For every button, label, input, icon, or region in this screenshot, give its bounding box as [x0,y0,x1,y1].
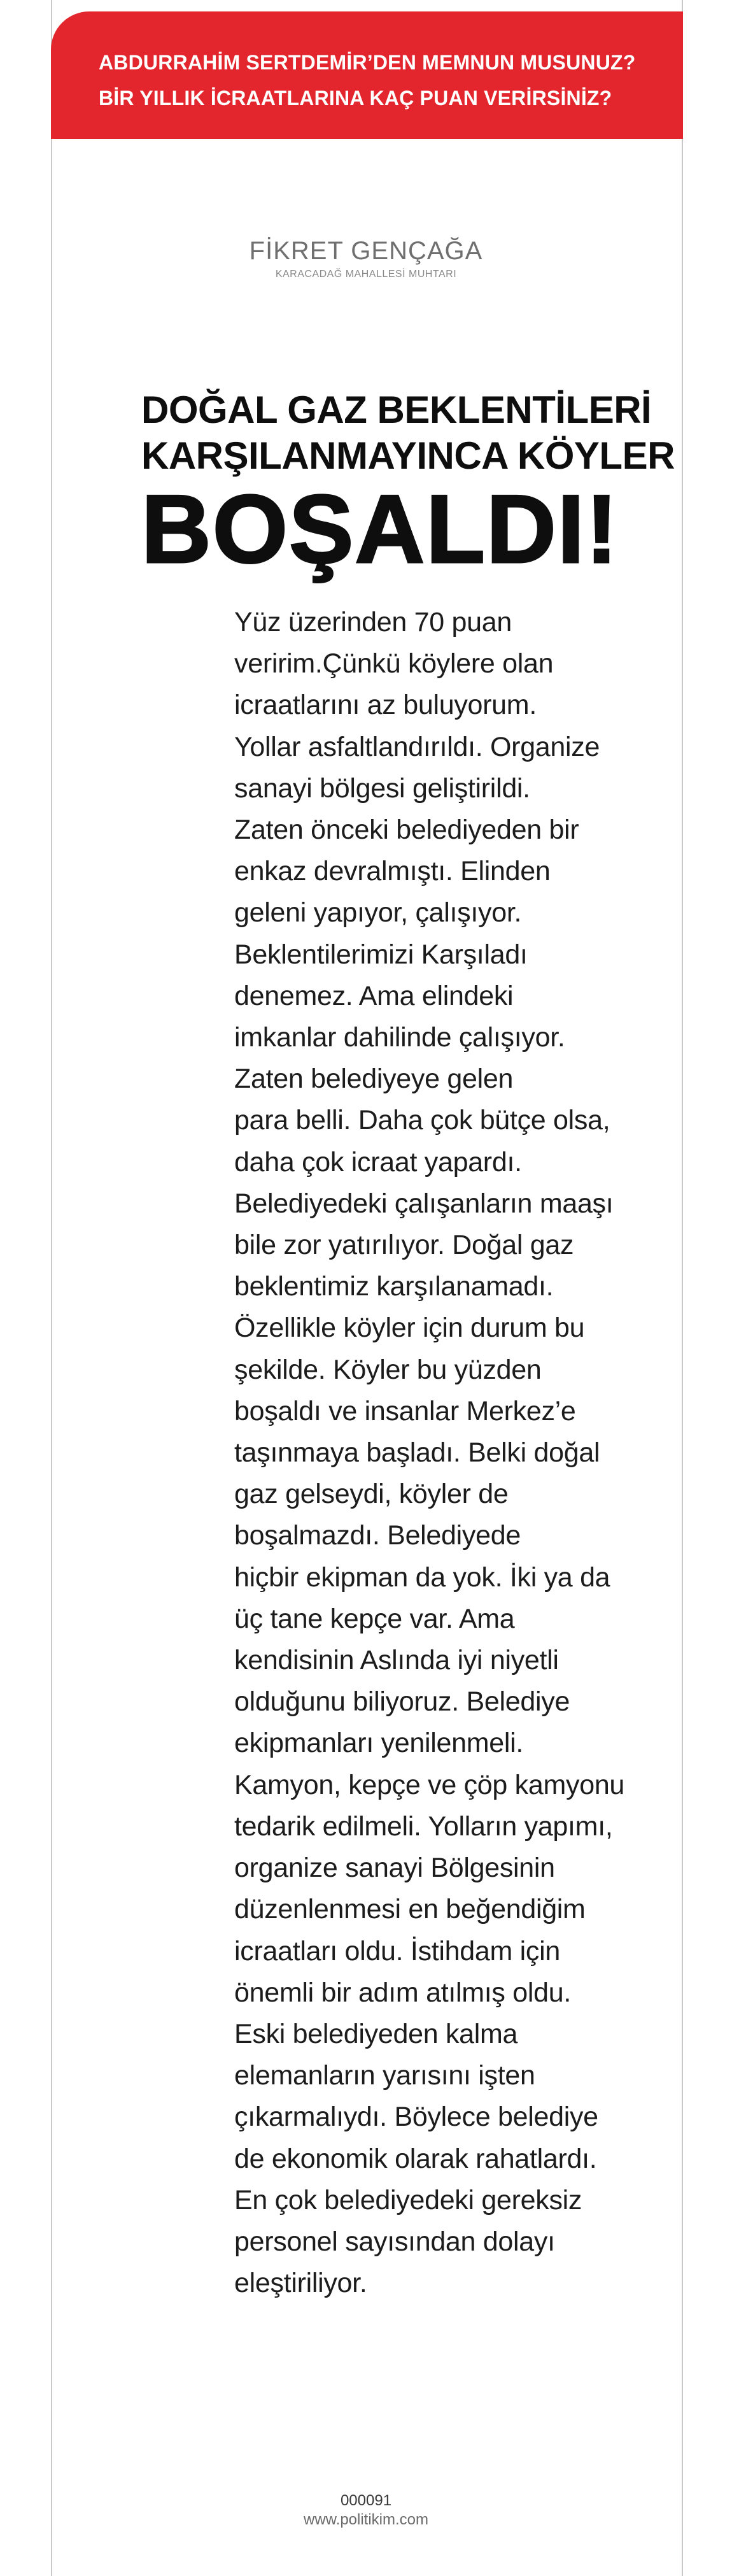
article-body-line: şekilde. Köyler bu yüzden [234,1354,542,1385]
article-body-line: para belli. Daha çok bütçe olsa, [234,1105,610,1136]
article-body-line: Beklentilerimizi Karşıladı [234,939,528,970]
article-body-line: daha çok icraat yapardı. [234,1146,522,1178]
article-body-line: gaz gelseydi, köyler de [234,1479,509,1510]
site-url[interactable]: www.politikim.com [303,2511,429,2528]
question-banner [51,11,683,139]
article-body-line: sanayi bölgesi geliştirildi. [234,772,530,804]
article-body-line: taşınmaya başladı. Belki doğal [234,1437,600,1469]
article-body-line: ekipmanları yenilenmeli. [234,1728,524,1759]
footer [0,2491,732,2530]
article-body-line: En çok belediyedeki gereksiz [234,2184,582,2216]
article-body-line: olduğunu biliyoruz. Belediye [234,1686,570,1718]
article-body-line: imkanlar dahilinde çalışıyor. [234,1022,565,1053]
headline [141,387,675,583]
article-body-line: Zaten belediyeye gelen [234,1064,514,1095]
page-code: 000091 [340,2492,392,2509]
article-body-line: boşaldı ve insanlar Merkez’e [234,1395,576,1427]
headline-line-2: KARŞILANMAYINCA KÖYLER [141,434,675,477]
article-body-line: Yollar asfaltlandırıldı. Organize [234,731,600,762]
article-body-line: hiçbir ekipman da yok. İki ya da [234,1562,610,1593]
banner-question-line-2: BİR YILLIK İCRAATLARINA KAÇ PUAN VERİRSİNİZ? [99,87,612,110]
article-body-line: kendisinin Aslında iyi niyetli [234,1645,559,1676]
article-body-line: Kamyon, kepçe ve çöp kamyonu [234,1769,625,1800]
byline [0,236,732,283]
headline-line-1: DOĞAL GAZ BEKLENTİLERİ [141,388,652,431]
article-body-line: icraatlarını az buluyorum. [234,690,537,721]
article-body-line: denemez. Ama elindeki [234,980,514,1011]
article-body-line: tedarik edilmeli. Yolların yapımı, [234,1811,613,1842]
article-body-line: elemanların yarısını işten [234,2060,535,2091]
article-body-line: boşalmazdı. Belediyede [234,1520,521,1551]
article-body-line: bile zor yatırılıyor. Doğal gaz [234,1230,574,1261]
article-body-line: Yüz üzerinden 70 puan [234,607,512,637]
article-body-line: geleni yapıyor, çalışıyor. [234,897,522,929]
article-body-line: Belediyedeki çalışanların maaşı [234,1188,614,1219]
article-body [234,602,625,2304]
article-body-line: Eski belediyeden kalma [234,2018,518,2049]
article-body-line: önemli bir adım atılmış oldu. [234,1977,572,2008]
article-body-line: beklentimiz karşılanamadı. [234,1271,554,1302]
author-role: KARACADAĞ MAHALLESİ MUHTARI [275,269,457,280]
article-body-line: veririm.Çünkü köylere olan [234,648,554,680]
article-body-line: icraatları oldu. İstihdam için [234,1935,560,1967]
article-body-line: personel sayısından dolayı [234,2226,555,2257]
author-name: FİKRET GENÇAĞA [249,237,483,265]
article-body-line: çıkarmalıydı. Böylece belediye [234,2102,598,2133]
article-body-line: enkaz devralmıştı. Elinden [234,856,551,887]
article-body-line: eleştiriliyor. [234,2268,367,2299]
article-body-line: düzenlenmesi en beğendiğim [234,1894,586,1925]
headline-emphasis: BOŞALDI! [141,475,619,583]
article-body-line: de ekonomik olarak rahatlardı. [234,2143,597,2174]
banner-question-line-1: ABDURRAHİM SERTDEMİR’DEN MEMNUN MUSUNUZ? [99,51,636,74]
article-body-line: Zaten önceki belediyeden bir [234,815,579,846]
article-body-line: üç tane kepçe var. Ama [234,1603,515,1634]
article-body-line: Özellikle köyler için durum bu [234,1313,585,1344]
article-body-line: organize sanayi Bölgesinin [234,1853,555,1884]
